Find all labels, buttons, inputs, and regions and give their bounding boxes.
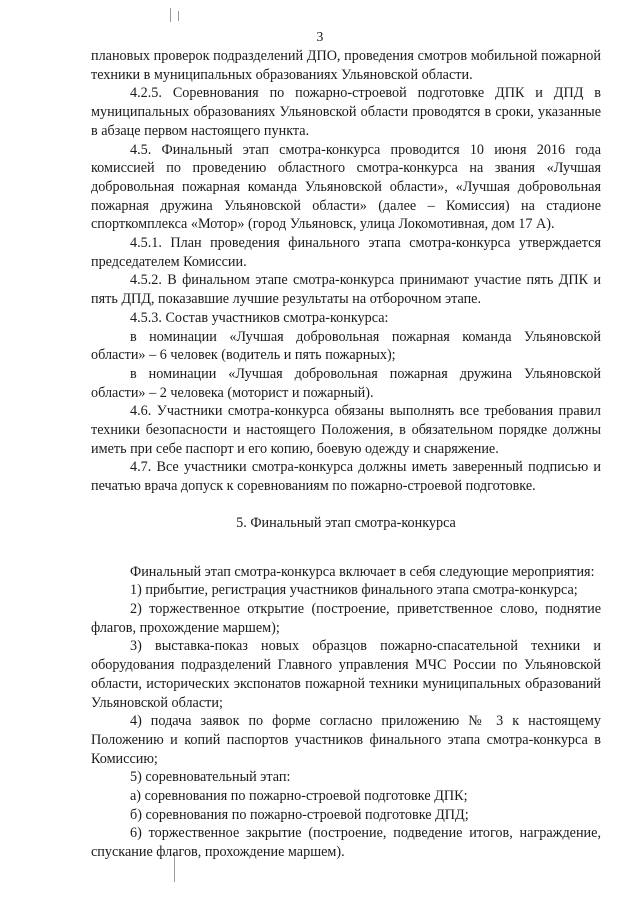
paragraph: 4.5.3. Состав участников смотра-конкурса: [130,309,389,326]
scan-artifact [170,8,171,22]
list-item: 1) прибытие, регистрация участников финального этапа смотра-конкурса; [130,582,578,599]
paragraph: 4.5.1. План проведения финального этапа смотра-конкурса утверждается председателем Комиссии. [91,235,601,270]
paragraph: 4.7. Все участники смотра-конкурса должны иметь заверенный подписью и печатью врача допуск к соревнованиям по пожарно-строевой подготовке. [91,459,601,495]
paragraph: плановых проверок подразделений ДПО, проведения смотров мобильной пожарной техники в муниципальных образованиях Ульяновской области. [91,48,601,83]
list-item: 3) выставка-показ новых образцов пожарно-спасательной техники и оборудования подразделений Главного управления МЧС России по Ульяновской области, исторических экспонатов пожарной техники муниципальных образований Ульяновской области; [91,638,601,711]
paragraph: в номинации «Лучшая добровольная пожарная дружина Ульяновской области» – 2 человека (моторист и пожарный). [91,365,601,401]
paragraph: 4.2.5. Соревнования по пожарно-строевой подготовке ДПК и ДПД в муниципальных образованиях Ульяновской области проводятся в сроки, указанные в абзаце первом настоящего пункта. [91,85,601,139]
page-number: 3 [316,30,324,45]
list-item: 5) соревновательный этап: [130,769,291,786]
paragraph: Финальный этап смотра-конкурса включает в себя следующие мероприятия: [130,563,595,580]
list-item: 6) торжественное закрытие (построение, подведение итогов, награждение, спускание флагов, прохождение маршем). [91,825,601,861]
scan-artifact [178,11,179,21]
section-heading: 5. Финальный этап смотра-конкурса [236,514,456,531]
paragraph: 4.6. Участники смотра-конкурса обязаны выполнять все требования правил техники безопасности и настоящего Положения, в обязательном порядке должны иметь при себе паспорт и его копию, боевую одежду и снаряжение. [91,403,601,457]
list-item: 4) подача заявок по форме согласно приложению № 3 к настоящему Положению и копий паспортов участников финального этапа смотра-конкурса в Комиссию; [91,713,601,767]
document-body [91,47,601,862]
paragraph: 4.5.2. В финальном этапе смотра-конкурса принимают участие пять ДПК и пять ДПД, показавшие лучшие результаты на отборочном этапе. [91,272,601,308]
paragraph: в номинации «Лучшая добровольная пожарная команда Ульяновской области» – 6 человек (водитель и пять пожарных); [91,328,601,364]
list-item: а) соревнования по пожарно-строевой подготовке ДПК; [130,788,468,805]
list-item: б) соревнования по пожарно-строевой подготовке ДПД; [130,806,469,823]
paragraph: 4.5. Финальный этап смотра-конкурса проводится 10 июня 2016 года комиссией по проведению областного смотра-конкурса на звания «Лучшая добровольная пожарная команда Ульяновской области», «Лучшая добровольная пожарная дружина Ульяновской области» (далее – Комиссия) на стадионе спорткомплекса «Мотор» (город Ульяновск, улица Локомотивная, дом 17 А). [91,141,601,233]
list-item: 2) торжественное открытие (построение, приветственное слово, поднятие флагов, прохождение маршем); [91,600,601,636]
